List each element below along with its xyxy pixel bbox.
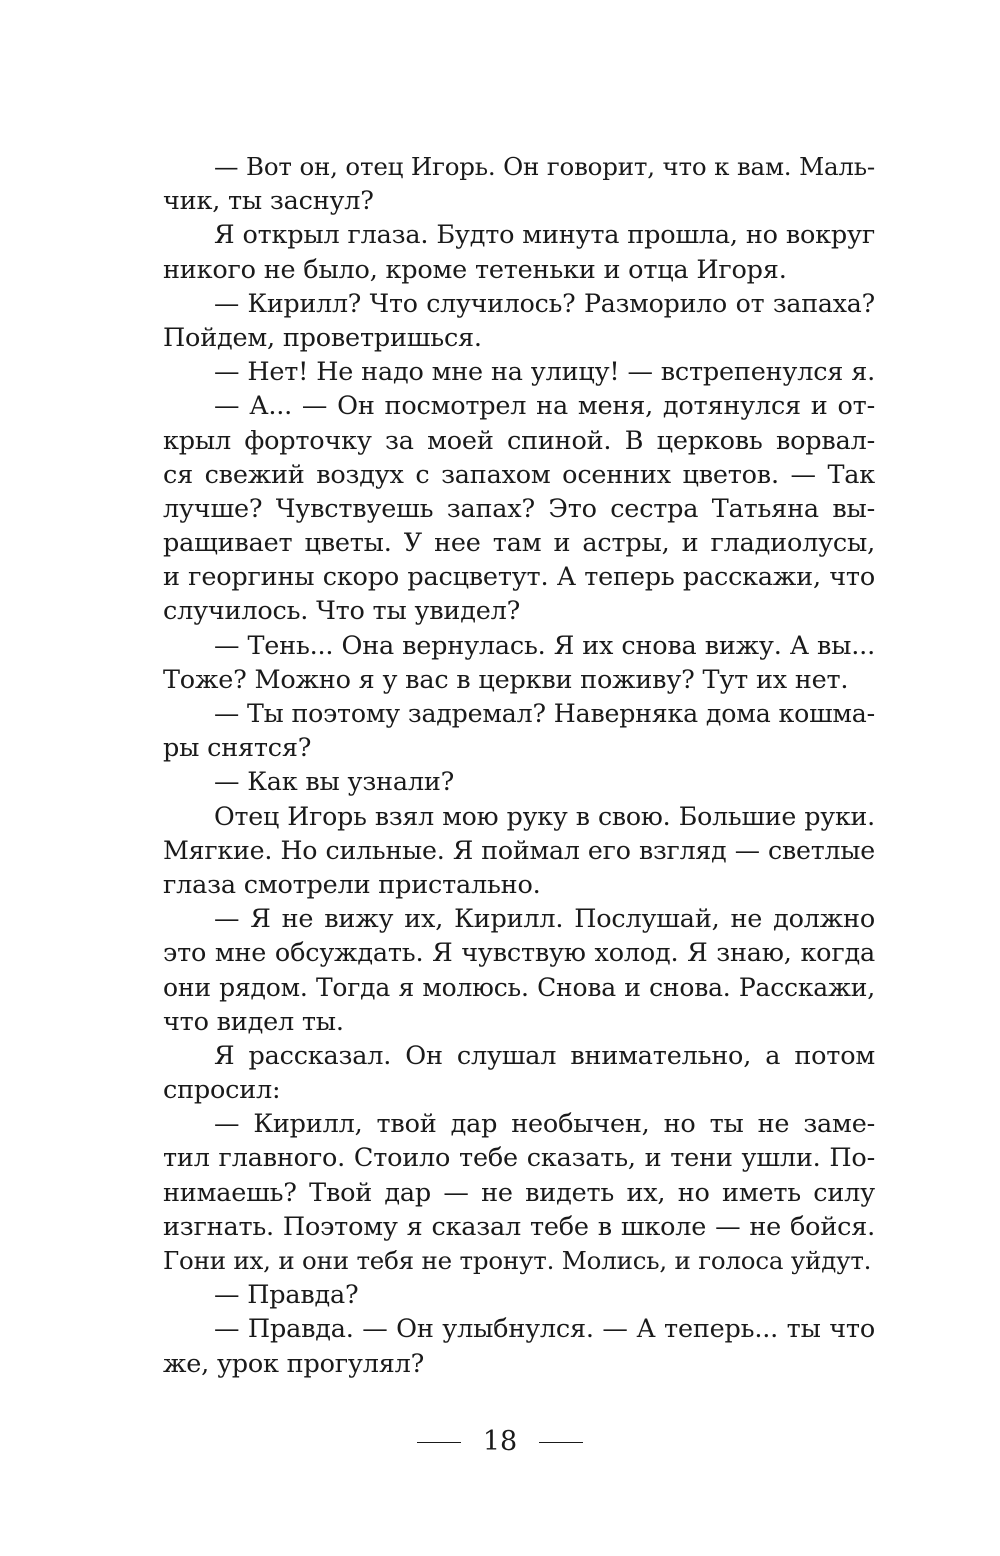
text-line: Отец Игорь взял мою руку в свою. Большие руки. [214,801,875,831]
text-line: — Тень... Она вернулась. Я их снова вижу. А вы... [214,630,875,661]
text-line: Я рассказал. Он слушал внимательно, а потом [214,1040,875,1071]
text-line: нимаешь? Твой дар — не видеть их, но иметь силу [163,1177,875,1208]
text-line: — Я не вижу их, Кирилл. Послушай, не должно [214,904,875,935]
text-line: же, урок прогулял? [163,1348,425,1379]
text-line: Я открыл глаза. Будто минута прошла, но вокруг [214,220,875,251]
page-body-text [163,150,875,1381]
text-line: никого не было, кроме тетеньки и отца Игоря. [163,254,787,285]
text-line: — Кирилл, твой дар необычен, но ты не заме- [214,1109,875,1140]
page-footer [0,1422,1000,1462]
text-line: ращивает цветы. У нее там и астры, и гладиолусы, [163,528,875,559]
text-line: ся свежий воздух с запахом осенних цветов. — Так [163,459,875,490]
text-line: они рядом. Тогда я молюсь. Снова и снова. Расскажи, [163,972,875,1002]
text-line: это мне обсуждать. Я чувствую холод. Я знаю, когда [163,938,875,969]
text-line: Тоже? Можно я у вас в церкви поживу? Тут их нет. [163,664,849,695]
text-line: глаза смотрели пристально. [163,869,541,900]
text-line: лучше? Чувствуешь запах? Это сестра Татьяна вы- [163,493,875,524]
text-line: тил главного. Стоило тебе сказать, и тени ушли. По- [163,1143,875,1174]
text-line: что видел ты. [163,1006,344,1037]
text-line: спросил: [163,1075,281,1106]
text-line: Гони их, и они тебя не тронут. Молись, и голоса уйдут. [163,1246,872,1275]
text-line: ры снятся? [163,733,312,764]
text-line: — Кирилл? Что случилось? Разморило от запаха? [214,288,875,318]
text-line: — Как вы узнали? [214,767,455,798]
text-line: изгнать. Поэтому я сказал тебе в школе — не бойся. [163,1211,875,1242]
footer-rule-right [539,1442,583,1443]
text-line: — Вот он, отец Игорь. Он говорит, что к вам. Маль- [214,152,875,181]
text-line: — Нет! Не надо мне на улицу! — встрепенулся я. [214,357,875,388]
text-line: — А... — Он посмотрел на меня, дотянулся и от- [214,391,875,422]
page-number: 18 [482,1426,518,1457]
text-line: — Правда? [214,1280,359,1311]
text-line: Пойдем, проветришься. [163,322,482,353]
text-line: чик, ты заснул? [163,186,374,217]
text-line: — Ты поэтому задремал? Наверняка дома кошма- [214,699,875,728]
text-line: и георгины скоро расцветут. А теперь расскажи, что [163,562,875,593]
text-line: — Правда. — Он улыбнулся. — А теперь... ты что [214,1314,875,1345]
footer-rule-left [417,1442,461,1443]
text-line: крыл форточку за моей спиной. В церковь ворвал- [163,425,875,456]
text-line: случилось. Что ты увидел? [163,596,521,627]
text-line: Мягкие. Но сильные. Я поймал его взгляд — светлые [163,835,875,865]
